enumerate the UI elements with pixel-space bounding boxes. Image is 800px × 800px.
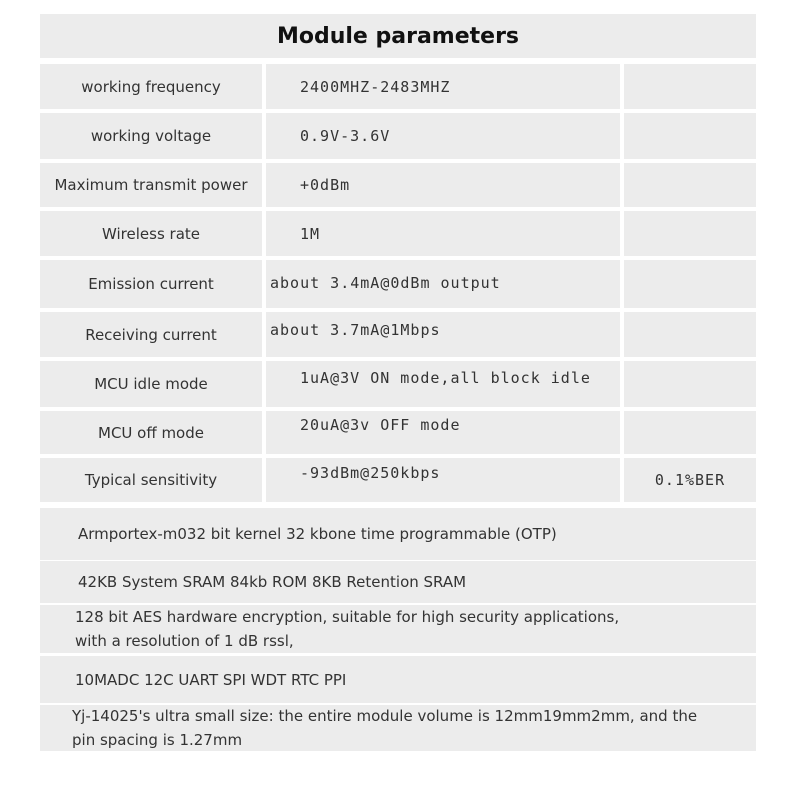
param-value-working-frequency: 2400MHZ-2483MHZ <box>266 64 620 109</box>
page-title: Module parameters <box>40 14 756 58</box>
param-label-mcu-idle-mode: MCU idle mode <box>40 361 262 407</box>
feature-line: 128 bit AES hardware encryption, suitable for high security applications, <box>75 608 620 626</box>
param-label-working-frequency: working frequency <box>40 64 262 109</box>
param-note-empty <box>624 163 756 207</box>
param-value-wireless-rate: 1M <box>266 211 620 256</box>
param-label-max-transmit-power: Maximum transmit power <box>40 163 262 207</box>
param-note-empty <box>624 312 756 357</box>
param-label-working-voltage: working voltage <box>40 113 262 159</box>
feature-line: Armportex-m032 bit kernel 32 kbone time programmable (OTP) <box>78 525 557 543</box>
feature-row <box>40 605 756 653</box>
param-label-mcu-off-mode: MCU off mode <box>40 411 262 454</box>
param-label-typical-sensitivity: Typical sensitivity <box>40 458 262 502</box>
param-note-empty <box>624 113 756 159</box>
param-label-emission-current: Emission current <box>40 260 262 308</box>
param-label-wireless-rate: Wireless rate <box>40 211 262 256</box>
feature-row <box>40 656 756 703</box>
feature-line: Yj-14025's ultra small size: the entire module volume is 12mm19mm2mm, and the <box>72 707 698 725</box>
param-value-max-transmit-power: +0dBm <box>266 163 620 207</box>
feature-row <box>40 508 756 560</box>
feature-line: 42KB System SRAM 84kb ROM 8KB Retention SRAM <box>78 573 467 591</box>
param-note-empty <box>624 411 756 454</box>
param-note-empty <box>624 361 756 407</box>
param-note-empty <box>624 260 756 308</box>
feature-line: 10MADC 12C UART SPI WDT RTC PPI <box>75 670 347 689</box>
param-note-empty <box>624 211 756 256</box>
param-value-emission-current: about 3.4mA@0dBm output <box>266 260 620 308</box>
feature-row <box>40 561 756 603</box>
param-value-mcu-off-mode: 20uA@3v OFF mode <box>266 411 620 454</box>
param-label-receiving-current: Receiving current <box>40 312 262 357</box>
param-value-typical-sensitivity: -93dBm@250kbps <box>266 458 620 502</box>
feature-line: with a resolution of 1 dB rssl, <box>75 632 294 650</box>
param-value-mcu-idle-mode: 1uA@3V ON mode,all block idle <box>266 361 620 407</box>
feature-row <box>40 705 756 751</box>
param-note-empty <box>624 64 756 109</box>
param-value-working-voltage: 0.9V-3.6V <box>266 113 620 159</box>
param-note-typical-sensitivity: 0.1%BER <box>624 458 756 502</box>
feature-line: pin spacing is 1.27mm <box>72 731 243 749</box>
param-value-receiving-current: about 3.7mA@1Mbps <box>266 312 620 357</box>
